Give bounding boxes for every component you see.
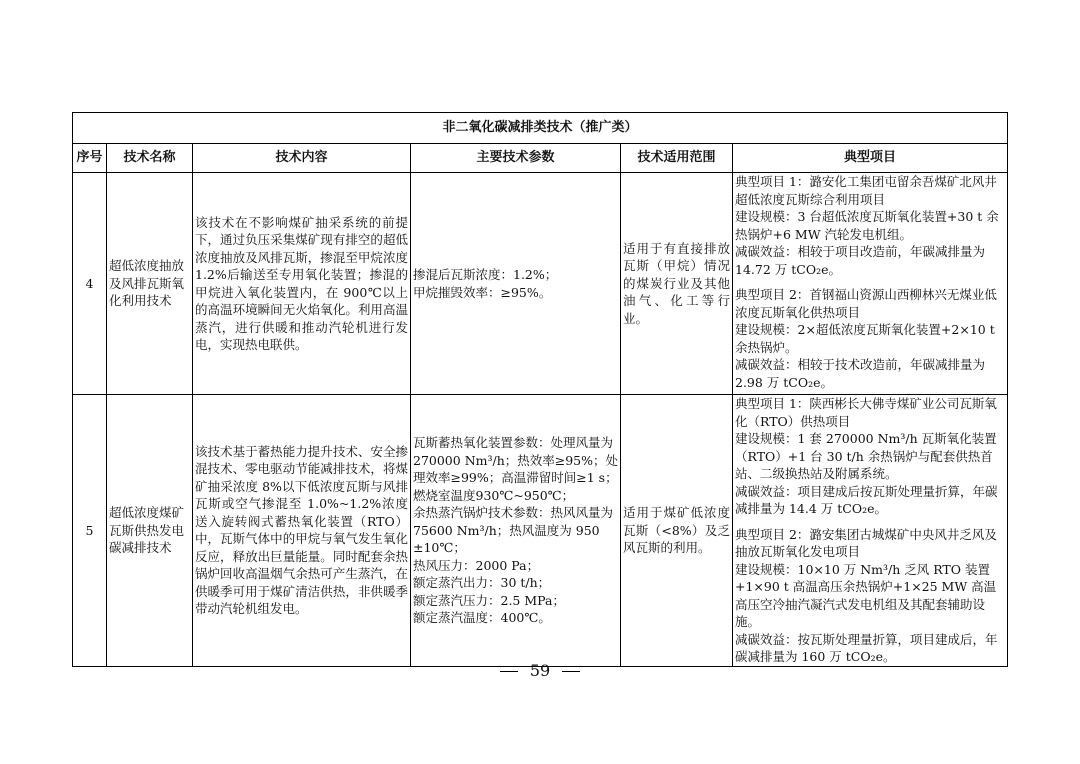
table-title: 非二氧化碳减排类技术（推广类） bbox=[73, 113, 1008, 144]
tech-scope: 适用于煤矿低浓度瓦斯（<8%）及乏风瓦斯的利用。 bbox=[621, 395, 733, 667]
tech-name: 超低浓度抽放及风排瓦斯氧化利用技术 bbox=[107, 173, 193, 395]
param-line: 掺混后瓦斯浓度：1.2%； bbox=[413, 267, 558, 282]
param-line: 余热蒸汽锅炉技术参数：热风风量为 75600 Nm³/h；热风温度为 950 ±10℃； bbox=[413, 505, 617, 555]
typical-projects bbox=[733, 395, 1008, 667]
param-line: 额定蒸汽温度：400℃。 bbox=[413, 610, 551, 625]
project-line: 典型项目 1：潞安化工集团屯留余吾煤矿北风井超低浓度瓦斯综合利用项目 bbox=[735, 174, 997, 207]
project-line: 建设规模：3 台超低浓度瓦斯氧化装置+30 t 余热锅炉+6 MW 汽轮发电机组。 bbox=[735, 209, 999, 242]
tech-content: 该技术基于蓄热能力提升技术、安全掺混技术、零电驱动节能减排技术，将煤矿抽采浓度 8%以下低浓度瓦斯与风排瓦斯或空气掺混至 1.0%~1.2%浓度送入旋转阀式蓄热氧化装置（RTO）中，瓦斯气体中的甲烷与氧气发生氧化反应，释放出巨量能量。同时配套余热锅炉回收高温烟气余热可产生蒸汽，在供暖季可用于煤矿清洁供热，非供暖季带动汽轮机组发电。 bbox=[193, 395, 411, 667]
page-footer bbox=[0, 661, 1080, 680]
tech-content: 该技术在不影响煤矿抽采系统的前提下，通过负压采集煤矿现有排空的超低浓度抽放及风排瓦斯，掺混至甲烷浓度 1.2%后输送至专用氧化装置；掺混的甲烷进入氧化装置内，在 900℃以上的高温环境瞬间无火焰氧化。利用高温蒸汽，进行供暖和推动汽轮机进行发电，实现热电联供。 bbox=[193, 173, 411, 395]
table-header-row bbox=[73, 144, 1008, 173]
param-line: 额定蒸汽出力：30 t/h； bbox=[413, 575, 551, 590]
page-number: 59 bbox=[529, 661, 551, 680]
header-index: 序号 bbox=[73, 144, 107, 173]
typical-projects bbox=[733, 173, 1008, 395]
project-line: 典型项目 1：陕西彬长大佛寺煤矿业公司瓦斯氧化（RTO）供热项目 bbox=[735, 396, 997, 429]
table-row bbox=[73, 395, 1008, 667]
footer-dash-right bbox=[562, 671, 580, 672]
table-row bbox=[73, 173, 1008, 395]
header-tech-content: 技术内容 bbox=[193, 144, 411, 173]
project-line: 减碳效益：项目建成后按瓦斯处理量折算，年碳减排量为 14.4 万 tCO₂e。 bbox=[735, 483, 998, 516]
param-line: 额定蒸汽压力：2.5 MPa； bbox=[413, 592, 565, 608]
header-projects: 典型项目 bbox=[733, 144, 1008, 173]
project-line: 建设规模：2×超低浓度瓦斯氧化装置+2×10 t 余热锅炉。 bbox=[735, 322, 999, 355]
project-line: 减碳效益：相较于项目改造前，年碳减排量为 14.72 万 tCO₂e。 bbox=[735, 244, 989, 277]
project-line: 典型项目 2：潞安集团古城煤矿中央风井乏风及抽放瓦斯氧化发电项目 bbox=[735, 526, 997, 559]
tech-scope: 适用于有直接排放瓦斯（甲烷）情况的煤炭行业及其他油气、化工等行业。 bbox=[621, 173, 733, 395]
row-index: 5 bbox=[73, 395, 107, 667]
param-line: 甲烷摧毁效率：≥95%。 bbox=[413, 284, 552, 300]
project-line: 减碳效益：按瓦斯处理量折算，项目建成后，年碳减排量为 160 万 tCO₂e。 bbox=[735, 631, 998, 664]
header-scope: 技术适用范围 bbox=[621, 144, 733, 173]
header-tech-name: 技术名称 bbox=[107, 144, 193, 173]
technology-table bbox=[72, 112, 1008, 667]
tech-params bbox=[411, 395, 621, 667]
project-line: 典型项目 2：首钢福山资源山西柳林兴无煤业低浓度瓦斯氧化供热项目 bbox=[735, 287, 997, 320]
param-line: 热风压力：2000 Pa； bbox=[413, 557, 540, 573]
tech-name: 超低浓度煤矿瓦斯供热发电碳减排技术 bbox=[107, 395, 193, 667]
param-line: 瓦斯蓄热氧化装置参数：处理风量为 270000 Nm³/h；热效率≥95%；处理效率≥99%；高温滞留时间≥1 s；燃烧室温度930℃~950℃； bbox=[413, 435, 619, 503]
footer-dash-left bbox=[500, 671, 518, 672]
header-tech-params: 主要技术参数 bbox=[411, 144, 621, 173]
row-index: 4 bbox=[73, 173, 107, 395]
tech-params bbox=[411, 173, 621, 395]
project-line: 建设规模：1 套 270000 Nm³/h 瓦斯氧化装置（RTO）+1 台 30 t/h 余热锅炉与配套供热首站、二级换热站及附属系统。 bbox=[735, 431, 997, 481]
project-line: 减碳效益：相较于技术改造前，年碳减排量为 2.98 万 tCO₂e。 bbox=[735, 357, 989, 390]
project-line: 建设规模：10×10 万 Nm³/h 乏风 RTO 装置+1×90 t 高温高压余热锅炉+1×25 MW 高温高压空冷抽汽凝汽式发电机组及其配套辅助设施。 bbox=[735, 561, 997, 629]
